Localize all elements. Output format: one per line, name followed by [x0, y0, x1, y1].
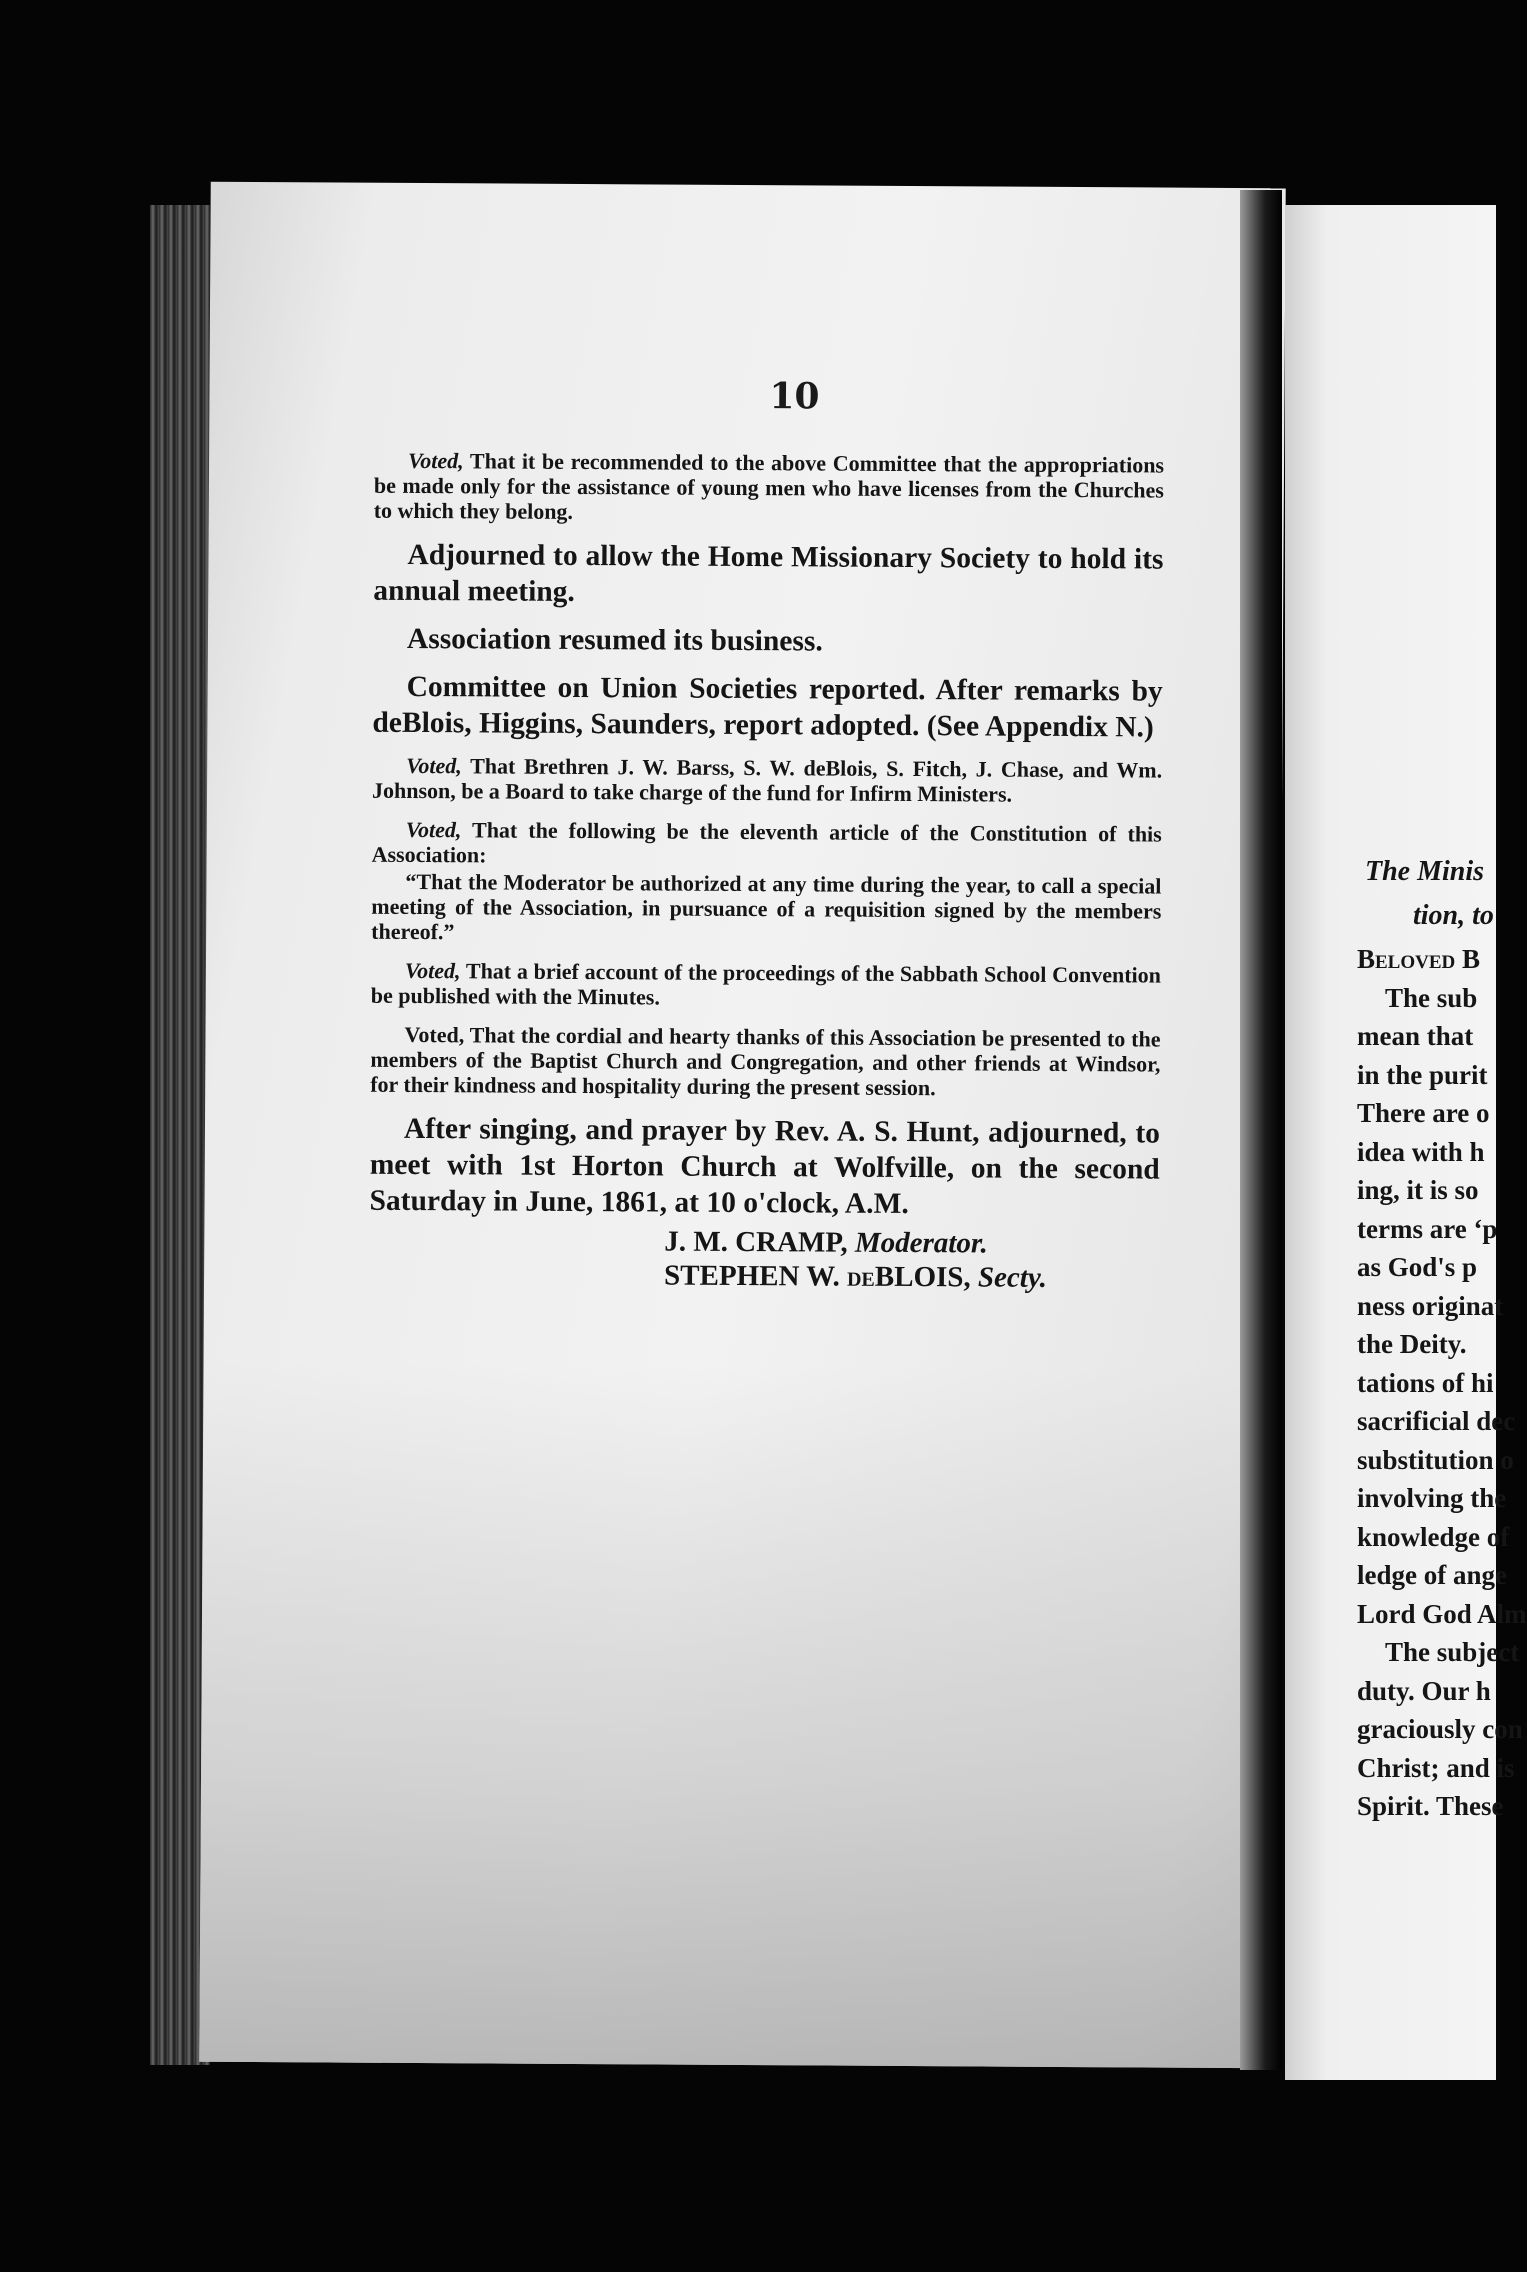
paragraph-voted-appropriations	[374, 448, 1164, 528]
paragraph-resumed: Association resumed its business.	[406, 622, 823, 658]
signature-role: Secty.	[977, 1261, 1048, 1294]
paragraph-adjourned: Adjourned to allow the Home Missionary Society to hold its annual meeting.	[373, 538, 1164, 608]
book-gutter	[1240, 190, 1282, 2070]
page-number: 10	[769, 375, 820, 418]
text-line: sacrificial dec	[1357, 1406, 1516, 1436]
paragraph-text: That a brief account of the proceedings of the Sabbath School Convention be published with the Minutes.	[370, 958, 1162, 1010]
heading-line: The Minis	[1365, 856, 1485, 887]
text-line: Beloved B	[1357, 944, 1481, 974]
text-line: as God's p	[1357, 1252, 1478, 1282]
paragraph-committee-report: Committee on Union Societies reported. After remarks by deBlois, Higgins, Saunders, report adopted. (See Appendix N.)	[372, 670, 1163, 744]
minutes-body	[369, 448, 1164, 1296]
paragraph-text: That it be recommended to the above Committee that the appropriations be made only for the assistance of young men who have licenses from the Churches to which they belong.	[373, 448, 1165, 524]
text-line: duty. Our h	[1357, 1675, 1491, 1706]
right-page	[1285, 205, 1527, 2080]
text-line: ledge of ange	[1357, 1560, 1507, 1590]
signature-name: J. M. CRAMP,	[664, 1225, 848, 1259]
left-page-text-layer	[199, 182, 1285, 2069]
signature-secretary	[664, 1259, 1159, 1296]
voted-label: Voted,	[407, 447, 464, 474]
signature-role: Moderator.	[854, 1226, 988, 1260]
paragraph-text: That Brethren J. W. Barss, S. W. deBlois, S. Fitch, J. Chase, and Wm. Johnson, be a Board to take charge of the fund for Infirm Ministers.	[371, 753, 1163, 807]
text-line: the Deity.	[1357, 1329, 1467, 1359]
signature-moderator	[664, 1225, 1159, 1262]
paragraph-closing: After singing, and prayer by Rev. A. S. Hunt, adjourned, to meet with 1st Horton Church at Wolfville, on the second Saturday in June, 1861, at 10 o'clock, A.M.	[369, 1112, 1161, 1221]
paragraph-voted-sabbath-school	[371, 958, 1161, 1013]
text-line: Christ; and is	[1357, 1752, 1515, 1783]
text-line: graciously con	[1357, 1714, 1523, 1744]
paragraph-voted-constitution	[372, 817, 1162, 872]
signature-name-last: BLOIS,	[874, 1260, 971, 1294]
text-line: in the purit	[1357, 1059, 1488, 1090]
text-line: The sub	[1385, 982, 1478, 1013]
text-line: idea with h	[1357, 1136, 1485, 1167]
paragraph-voted-thanks: Voted, That the cordial and hearty thanks of this Association be presented to the members of the Baptist Church and Congregation, and other friends at Windsor, for their kindness and hospitality during the present session.	[370, 1021, 1161, 1101]
signature-name-particle: de	[846, 1260, 875, 1293]
text-line: mean that	[1357, 1021, 1474, 1051]
text-line: ness originat	[1357, 1290, 1504, 1321]
voted-label: Voted,	[406, 752, 462, 779]
right-page-heading	[1365, 850, 1494, 938]
paragraph-text: That the following be the eleventh article of the Constitution of this Association:	[371, 817, 1162, 868]
text-line: knowledge of	[1357, 1521, 1510, 1552]
voted-label: Voted,	[404, 957, 461, 984]
right-page-text	[1357, 940, 1527, 1826]
signature-name-first: STEPHEN W.	[663, 1259, 848, 1293]
paragraph-voted-board	[372, 753, 1162, 808]
paragraph-constitution-quote: “That the Moderator be authorized at any time during the year, to call a special meeting of the Association, in pursuance of a requisition signed by the members thereof.”	[371, 868, 1162, 945]
text-line: The subject	[1385, 1637, 1520, 1667]
text-line: ing, it is so	[1357, 1175, 1479, 1205]
voted-label: Voted,	[405, 816, 462, 843]
text-line: tations of hi	[1357, 1367, 1494, 1398]
text-line: Lord God Alm	[1357, 1598, 1527, 1629]
text-line: There are o	[1357, 1098, 1490, 1128]
heading-line: tion, to	[1413, 900, 1494, 931]
text-line: substitution o	[1357, 1444, 1514, 1475]
text-line: Spirit. These	[1357, 1791, 1504, 1821]
text-line: terms are ‘p	[1357, 1213, 1498, 1244]
text-line: involving the	[1357, 1483, 1507, 1513]
